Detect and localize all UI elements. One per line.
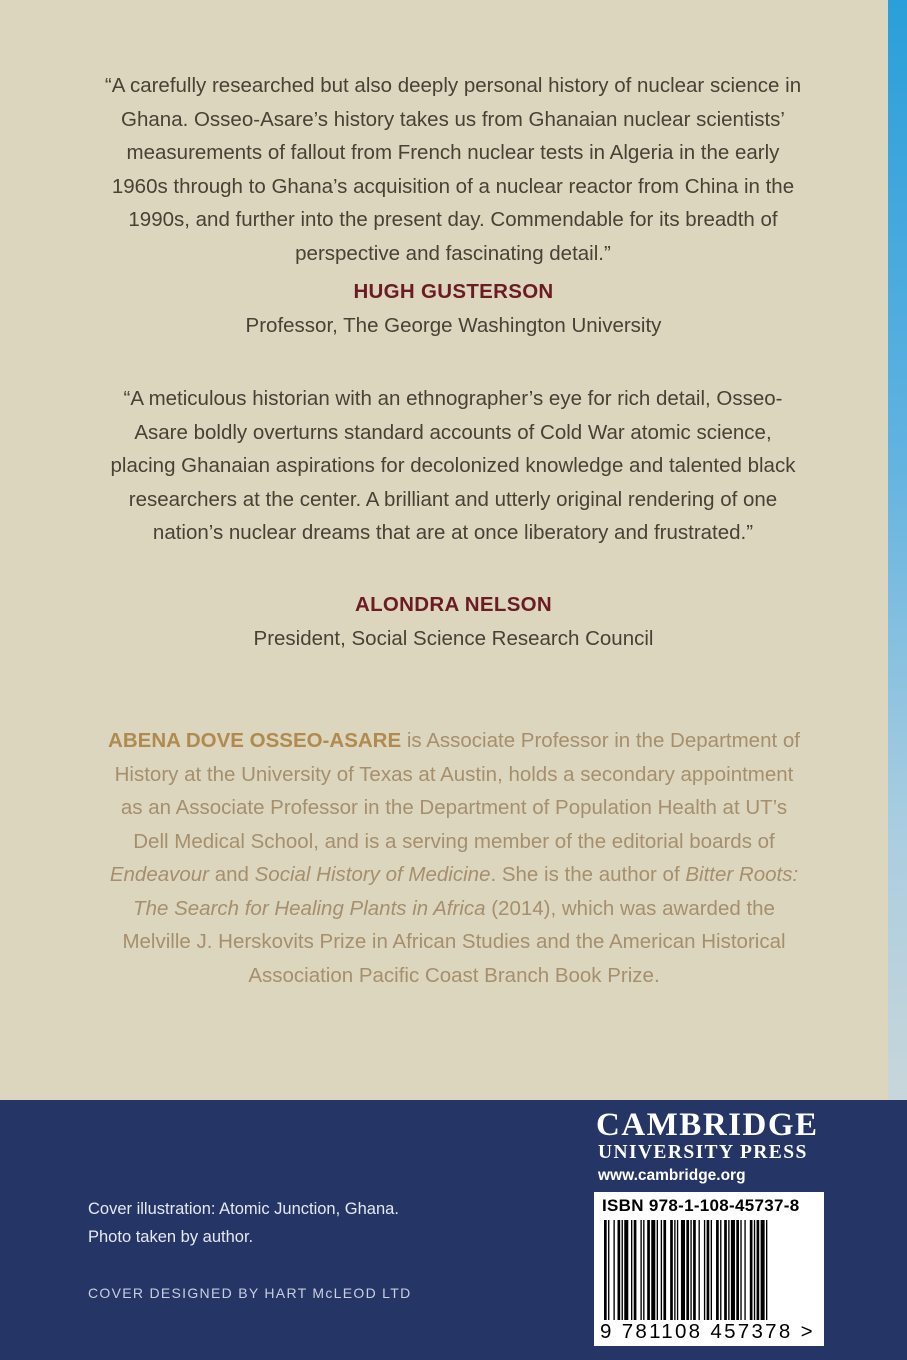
barcode-bar: [740, 1220, 741, 1320]
barcode-bar: [720, 1220, 721, 1320]
barcode-bar: [693, 1220, 696, 1320]
barcode-bar: [663, 1220, 666, 1320]
barcode-bar: [661, 1220, 662, 1320]
barcode-icon: [600, 1220, 818, 1320]
barcode-digits: 9 781108 457378 >: [600, 1320, 815, 1343]
barcode-bar: [766, 1220, 767, 1320]
bio-text: is Associate Professor in the Department of History at the University of Texas at Austin, holds a secondary appointment as an Associate Professor in the Department of Population Health at UT’s Dell Medical School, and is a serving member of the editorial boards of: [114, 729, 800, 853]
barcode-bar: [643, 1220, 644, 1320]
barcode-bar: [670, 1220, 673, 1320]
barcode-bar: [647, 1220, 650, 1320]
barcode-bar: [754, 1220, 755, 1320]
journal-title: Endeavour: [109, 863, 210, 886]
publisher-logo-subtitle: UNIVERSITY PRESS: [598, 1142, 808, 1163]
barcode-bar: [707, 1220, 710, 1320]
cover-designer-credit: COVER DESIGNED BY HART McLEOD LTD: [88, 1285, 412, 1301]
barcode-bar: [757, 1220, 760, 1320]
barcode-block: [594, 1192, 824, 1346]
barcode-bar: [681, 1220, 685, 1320]
barcode-bar: [716, 1220, 719, 1320]
book-title: Bitter Roots: The Search for Healing Plants in Africa: [133, 863, 799, 920]
barcode-bar: [604, 1220, 607, 1320]
barcode-bar: [744, 1220, 745, 1320]
barcode-bar: [686, 1220, 689, 1320]
barcode-bar: [651, 1220, 655, 1320]
publisher-logo-name: CAMBRIDGE: [596, 1107, 819, 1143]
barcode-bar: [704, 1220, 705, 1320]
barcode-bar: [618, 1220, 621, 1320]
bio-text: and: [209, 863, 255, 886]
barcode-bar: [724, 1220, 727, 1320]
barcode-bar: [657, 1220, 658, 1320]
footer-band: [0, 1100, 907, 1360]
spine-edge: [888, 0, 907, 1100]
barcode-bar: [631, 1220, 632, 1320]
barcode-bar: [608, 1220, 609, 1320]
journal-title: Social History of Medicine: [254, 863, 491, 886]
barcode-bar: [677, 1220, 678, 1320]
quote-alondra-nelson: “A meticulous historian with an ethnographer’s eye for rich detail, Osseo-Asare boldly overturns standard accounts of Cold War atomic science, placing Ghanaian aspirations for decolonized knowledge and talented black researchers at the center. A brilliant and utterly original rendering of one nation’s nuclear dreams that are at once liberatory and frustrated.”: [110, 387, 796, 544]
endorser-name: ALONDRA NELSON: [354, 593, 553, 616]
author-name: ABENA DOVE OSSEO-ASARE: [108, 729, 402, 752]
bio-text: (2014), which was awarded the Melville J. Herskovits Prize in African Studies and the American Historical Association Pacific Coast Branch Book Prize.: [122, 896, 786, 987]
barcode-bar: [690, 1220, 691, 1320]
barcode-bar: [761, 1220, 765, 1320]
barcode-bar: [613, 1220, 614, 1320]
barcode-bar: [736, 1220, 739, 1320]
isbn-label: ISBN 978-1-108-45737-8: [602, 1196, 800, 1215]
barcode-bar: [728, 1220, 729, 1320]
barcode-bar: [750, 1220, 753, 1320]
barcode-bar: [640, 1220, 641, 1320]
endorser-name: HUGH GUSTERSON: [353, 280, 554, 303]
cover-illustration-credit: Cover illustration: Atomic Junction, Ghana.: [88, 1200, 399, 1218]
endorser-affiliation: Professor, The George Washington University: [245, 314, 662, 337]
author-bio: [104, 724, 804, 992]
barcode-bar: [674, 1220, 675, 1320]
endorser-affiliation: President, Social Science Research Council: [253, 627, 654, 650]
bio-text: . She is the author of: [490, 863, 686, 886]
quote-hugh-gusterson: “A carefully researched but also deeply personal history of nuclear science in Ghana. Osseo-Asare’s history takes us from Ghanaian nuclear scientists’ measurements of fallout from French nuclear tests in Algeria in the early 1960s through to Ghana’s acquisition of a nuclear reactor from China in the 1990s, and further into the present day. Commendable for its breadth of perspective and fascinating detail.”: [104, 74, 802, 265]
publisher-website: www.cambridge.org: [598, 1167, 746, 1184]
barcode-bar: [711, 1220, 712, 1320]
photo-credit: Photo taken by author.: [88, 1228, 254, 1246]
barcode-bar: [699, 1220, 700, 1320]
barcode-bar: [634, 1220, 637, 1320]
barcode-bar: [622, 1220, 623, 1320]
barcode-bar: [624, 1220, 628, 1320]
barcode-bar: [731, 1220, 735, 1320]
